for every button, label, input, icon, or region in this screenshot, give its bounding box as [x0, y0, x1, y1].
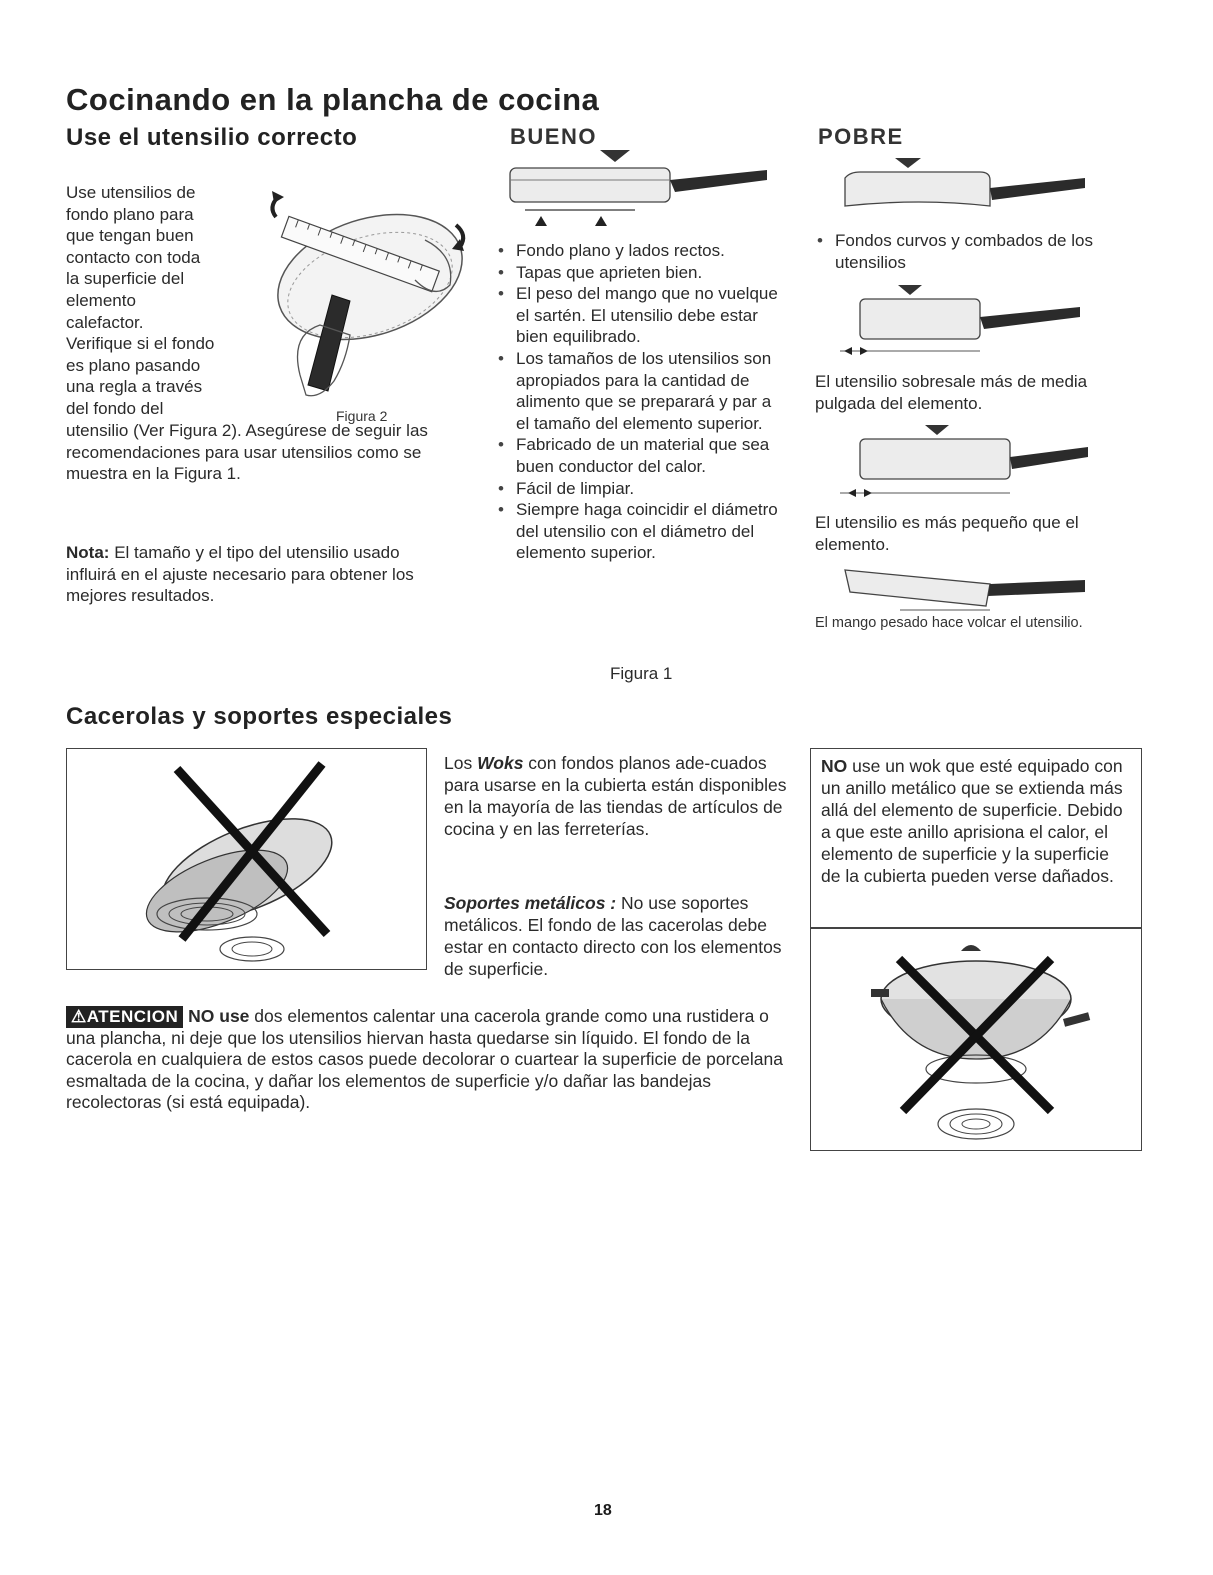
warning-badge-text: ATENCION — [86, 1007, 179, 1026]
figura1-label: Figura 1 — [610, 664, 673, 683]
woks-word: Woks — [477, 753, 524, 773]
woks-post: con fondos planos ade-cuados para usarse en la cubierta están disponibles en la mayoría de las tiendas de artículos de cocina y en las ferreterías. — [444, 753, 787, 839]
warning-badge — [66, 1006, 183, 1028]
intro-line: una regla a través — [66, 377, 203, 397]
wok-warning-bold: NO — [821, 756, 848, 776]
intro-line: del fondo del — [66, 398, 164, 418]
ruler-figure-illustration — [250, 185, 480, 425]
intro-line: calefactor. — [66, 312, 144, 332]
bueno-item: • Fabricado de un material que sea buen conductor del calor. — [496, 434, 786, 477]
wok-illustration-box — [810, 928, 1142, 1151]
page-number: 18 — [594, 1502, 612, 1519]
bueno-item: • Fondo plano y lados rectos. — [496, 240, 786, 262]
pobre-item-4: El mango pesado hace volcar el utensilio. — [815, 615, 1083, 631]
wok-warning-text — [821, 755, 1131, 887]
intro-paragraph — [66, 182, 266, 420]
atencion-warning — [66, 1006, 786, 1114]
pobre-title: POBRE — [818, 124, 904, 149]
small-pan-icon — [840, 425, 1090, 505]
wok-warning-body: use un wok que esté equipado con un anillo metálico que se extienda más allá del elemento de superficie. Debido a que este anillo aprisiona el calor, el elemento de superficie y la superficie de la cubierta pueden verse dañados. — [821, 756, 1123, 886]
nota-label: Nota: — [66, 543, 110, 562]
bueno-item: • Tapas que aprieten bien. — [496, 262, 786, 284]
intro-paragraph-continued: utensilio (Ver Figura 2). Asegúrese de seguir las recomendaciones para usar utensilios como se muestra en la Figura 1. — [66, 421, 428, 484]
warning-triangle-icon: ⚠ — [71, 1007, 87, 1026]
no-stand-illustration-box — [66, 748, 427, 970]
woks-pre: Los — [444, 753, 478, 773]
soportes-paragraph — [444, 892, 794, 980]
intro-line: la superficie del — [66, 269, 185, 289]
intro-line: elemento — [66, 290, 136, 310]
pobre-item-3: El utensilio es más pequeño que el elemento. — [815, 513, 1079, 554]
intro-line: que tengan buen — [66, 226, 194, 246]
wok-warning-box — [810, 748, 1142, 928]
overhang-pan-icon — [840, 285, 1090, 365]
curved-pan-icon — [840, 158, 1090, 218]
intro-line: es plano pasando — [66, 355, 201, 375]
good-pan-icon — [505, 150, 780, 230]
bueno-item: • El peso del mango que no vuelque el sartén. El utensilio debe estar bien equilibrado. — [496, 283, 786, 348]
intro-line: Verifique si el fondo — [66, 334, 215, 354]
soportes-text: No use soportes metálicos. El fondo de las cacerolas debe estar en contacto directo con los elementos de superficie. — [444, 893, 782, 979]
pobre-item-2: El utensilio sobresale más de media pulgada del elemento. — [815, 372, 1088, 413]
figura2-label: Figura 2 — [336, 408, 388, 424]
tipping-pan-icon — [840, 560, 1090, 615]
pobre-list-1 — [815, 230, 1115, 273]
page-title: Cocinando en la plancha de cocina — [66, 82, 600, 117]
woks-paragraph — [444, 752, 794, 840]
bueno-list — [496, 240, 786, 564]
intro-line: Use utensilios de — [66, 183, 196, 202]
section-heading-utensilio: Use el utensilio correcto — [66, 124, 358, 151]
bueno-title: BUENO — [510, 124, 597, 149]
soportes-label: Soportes metálicos : — [444, 893, 617, 913]
bueno-item: • Siempre haga coincidir el diámetro del utensilio con el diámetro del elemento superior. — [496, 499, 786, 564]
bueno-item: • Los tamaños de los utensilios son apropiados para la cantidad de alimento que se preparará y par a el tamaño del elemento superior. — [496, 348, 786, 434]
intro-line: fondo plano para — [66, 204, 194, 224]
nota-text: El tamaño y el tipo del utensilio usado influirá en el ajuste necesario para obtener los mejores resultados. — [66, 543, 414, 606]
warning-text: dos elementos calentar una cacerola grande como una rustidera o una plancha, ni deje que los utensilios hiervan hasta quedarse sin líquido. El fondo de la cacerola en cualquiera de estos casos puede decolorar o cuartear la superficie de porcelana esmaltada de la cocina, y dañar los elementos de superficie y/o dañar las bandejas recolectoras (si está equipada). — [66, 1006, 783, 1112]
pobre-item: • Fondos curvos y combados de los utensilios — [815, 230, 1115, 273]
warning-bold: NO use — [188, 1006, 250, 1026]
nota-paragraph — [66, 542, 446, 607]
section-heading-cacerolas: Cacerolas y soportes especiales — [66, 703, 453, 730]
crossed-pan-on-stand-illustration — [67, 749, 426, 969]
intro-line: contacto con toda — [66, 247, 201, 267]
bueno-item: • Fácil de limpiar. — [496, 478, 786, 500]
crossed-wok-illustration — [811, 929, 1141, 1150]
